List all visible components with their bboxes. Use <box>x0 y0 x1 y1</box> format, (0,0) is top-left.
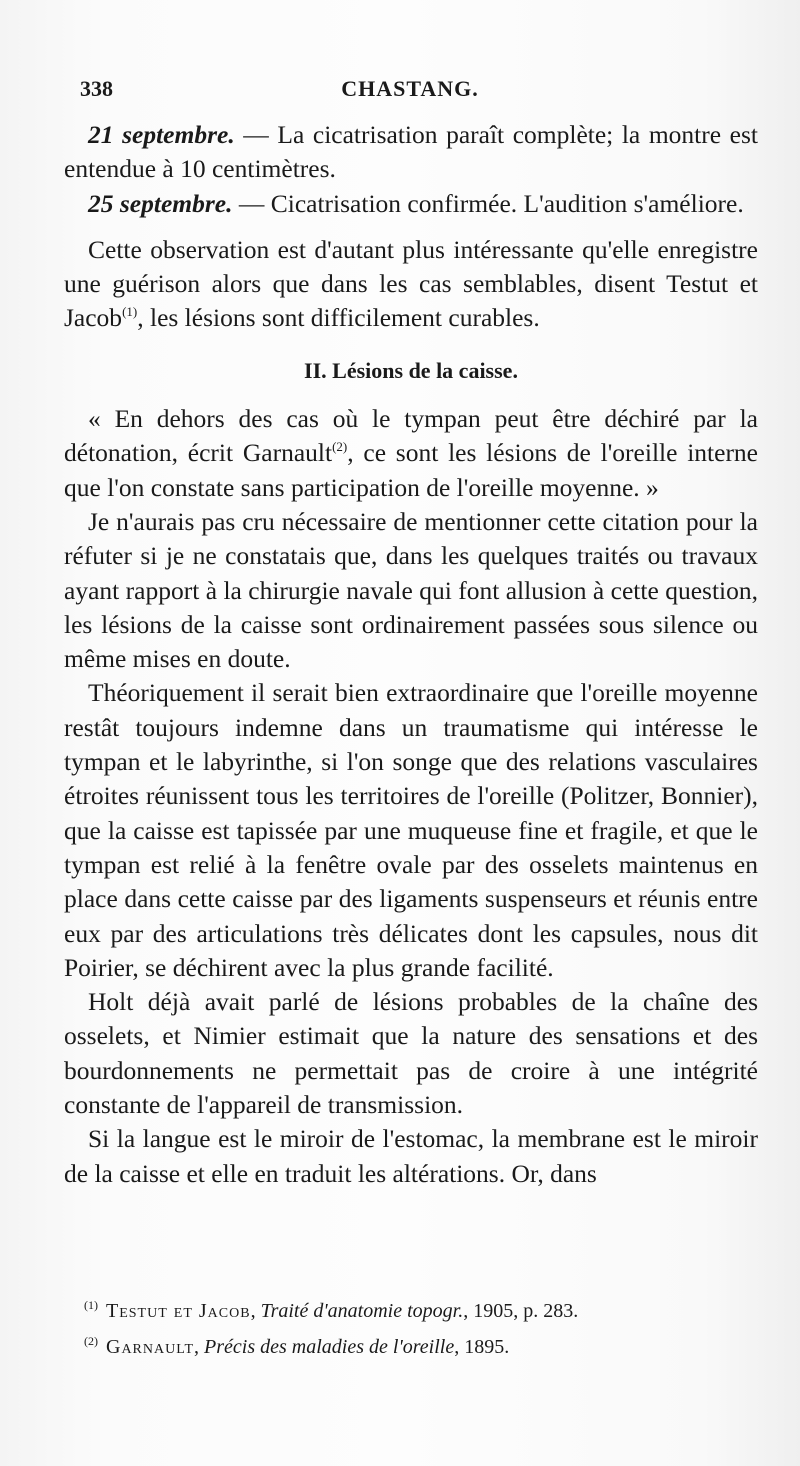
footnote-title: Traité d'anatomie topogr. <box>260 1300 464 1322</box>
paragraph-text: Cette observation est d'autant plus intéressante qu'elle enregistre une guérison alors que dans les cas semblables, disent Testut et Jacob <box>64 234 758 333</box>
paragraph-theorie: Théoriquement il serait bien extraordinaire que l'oreille moyenne restât toujours indemne dans un traumatisme qui intéresse le tympan et le labyrinthe, si l'on songe que des relations vasculaires étroites réunissent tous les territoires de l'oreille (Politzer, Bonnier), que la caisse est tapissée par une muqueuse fine et fragile, et que le tympan est relié à la fenêtre ovale par des osselets maintenus en place dans cette caisse par des ligaments suspenseurs et réunis entre eux par des articulations très délicates dont les capsules, nous dit Poirier, se déchirent avec la plus grande facilité. <box>64 678 758 982</box>
paragraph-text: — Cicatrisation confirmée. L'audition s'améliore. <box>232 188 744 218</box>
running-head: CHASTANG. <box>341 76 479 101</box>
paragraph-holt: Holt déjà avait parlé de lésions probables de la chaîne des osselets, et Nimier estimait que la nature des sensations et des bourdonnements ne permettait pas de croire à une intégrité constante de l'appareil de transmission. <box>64 987 758 1120</box>
footnotes <box>84 1290 744 1362</box>
page-header <box>80 76 740 110</box>
paragraph-text: « En dehors des cas où le tympan peut être déchiré par la détonation, écrit Garnault <box>64 404 758 468</box>
footnote-author: Garnault <box>106 1336 195 1358</box>
paragraph-25-septembre <box>64 187 758 221</box>
footnote-2: $^{(2)}$ Garnault, Précis des maladies de l'oreille, 1895. <box>84 1334 510 1358</box>
paragraph-miroir: Si la langue est le miroir de l'estomac, la membrane est le miroir de la caisse et elle en traduit les altérations. Or, dans <box>64 1124 758 1188</box>
paragraph-observation <box>64 233 758 336</box>
footnote-author: Testut et Jacob <box>106 1300 251 1322</box>
footnote-mark: (1) <box>84 1298 98 1312</box>
paragraph-quote-garnault <box>64 402 758 505</box>
paragraph-21-septembre <box>64 118 758 187</box>
footnote-ref-2: (2) <box>332 439 348 455</box>
paragraph-text: , les lésions sont difficilement curables. <box>137 303 540 333</box>
footnote-mark: (2) <box>84 1334 98 1348</box>
paragraph-text: — La cicatrisation paraît complète; la montre est entendue à 10 centimètres. <box>64 120 758 184</box>
paragraph-text: , ce sont les lésions de l'oreille interne que l'on constate sans participation de l'oreille moyenne. » <box>64 438 759 502</box>
footnote-ref-1: (1) <box>122 304 138 320</box>
page-number: 338 <box>80 76 113 101</box>
date-25-septembre: 25 septembre. <box>88 188 233 218</box>
footnote-1: $^{(1)}$ Testut et Jacob, Traité d'anatomie topogr., 1905, p. 283. <box>84 1298 579 1322</box>
footnote-rest: , 1895. <box>454 1336 510 1358</box>
paragraph-refutation: Je n'aurais pas cru nécessaire de mentionner cette citation pour la réfuter si je ne constatais que, dans les quelques traités ou travaux ayant rapport à la chirurgie navale qui font allusion à cette question, les lésions de la caisse sont ordinairement passées sous silence ou même mises en doute. <box>64 506 758 674</box>
footnote-title: Précis des maladies de l'oreille <box>204 1336 455 1358</box>
section-heading: II. Lésions de la caisse. <box>304 357 518 383</box>
footnote-rest: , 1905, p. 283. <box>463 1300 579 1322</box>
main-text <box>64 118 758 1191</box>
date-21-septembre: 21 septembre. <box>88 120 235 149</box>
